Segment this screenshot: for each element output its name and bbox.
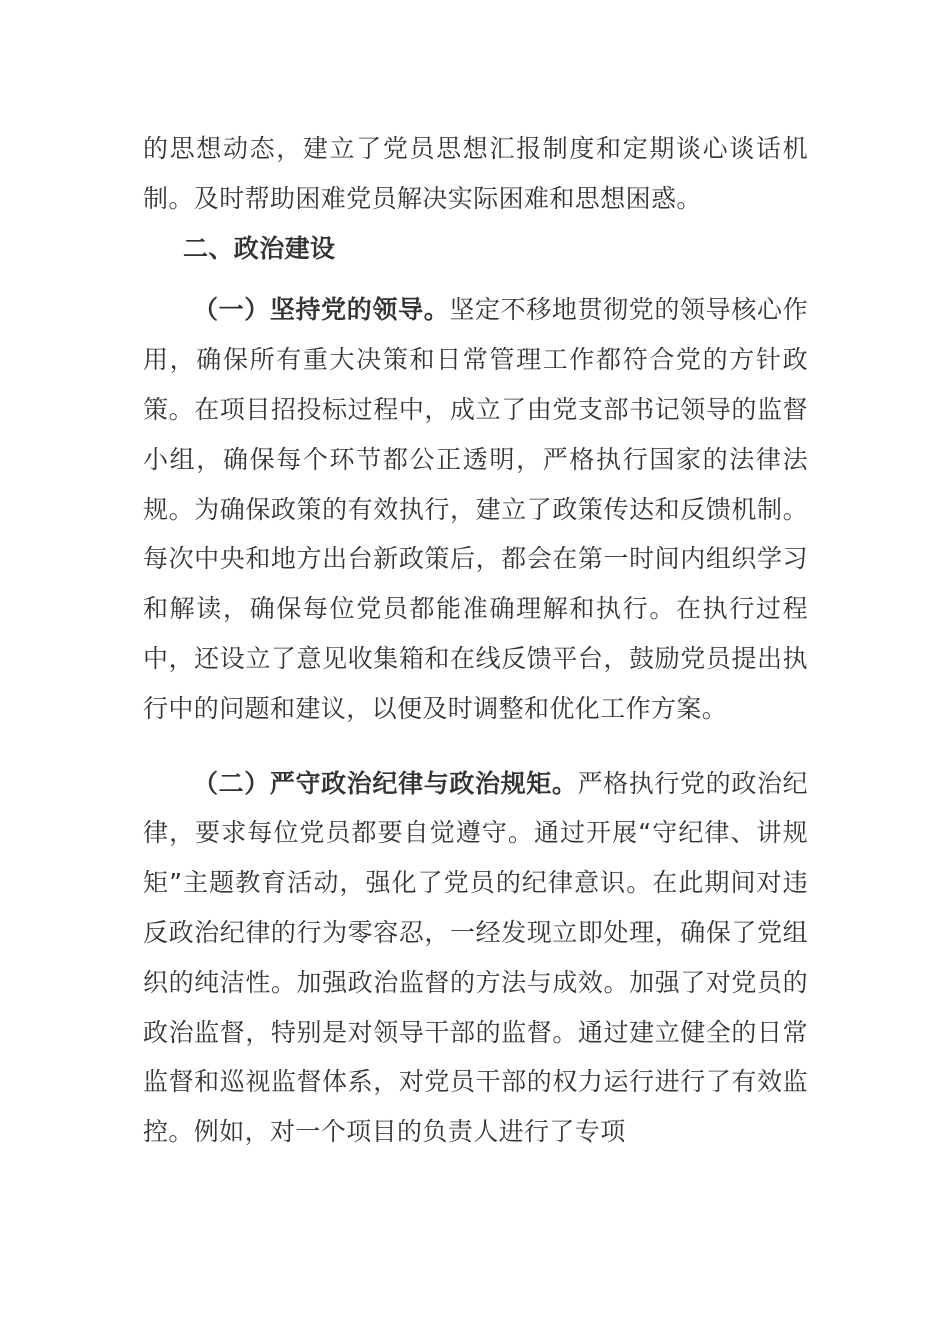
document-page — [143, 124, 808, 1157]
paragraph-leadership-lead: （一）坚持党的领导。 — [193, 295, 450, 325]
paragraph-leadership — [143, 285, 808, 733]
paragraph-discipline — [143, 759, 808, 1157]
paragraph-discipline-body: 严格执行党的政治纪律，要求每位党员都要自觉遵守。通过开展“守纪律、讲规矩”主题教育活动，强化了党员的纪律意识。在此期间对违反政治纪律的行为零容忍，一经发现立即处理，确保了党组织的纯洁性。加强政治监督的方法与成效。加强了对党员的政治监督，特别是对领导干部的监督。通过建立健全的日常监督和巡视监督体系，对党员干部的权力运行进行了有效监控。例如，对一个项目的负责人进行了专项 — [143, 768, 808, 1147]
section-heading: 二、政治建设 — [183, 233, 336, 263]
paragraph-leadership-body: 坚定不移地贯彻党的领导核心作用，确保所有重大决策和日常管理工作都符合党的方针政策。在项目招投标过程中，成立了由党支部书记领导的监督小组，确保每个环节都公正透明，严格执行国家的法律法规。为确保政策的有效执行，建立了政策传达和反馈机制。每次中央和地方出台新政策后，都会在第一时间内组织学习和解读，确保每位党员都能准确理解和执行。在执行过程中，还设立了意见收集箱和在线反馈平台，鼓励党员提出执行中的问题和建议，以便及时调整和优化工作方案。 — [143, 295, 808, 723]
paragraph-continuation: 的思想动态，建立了党员思想汇报制度和定期谈心谈话机制。及时帮助困难党员解决实际困难和思想困惑。 — [143, 134, 808, 213]
paragraph-discipline-lead: （二）严守政治纪律与政治规矩。 — [193, 768, 578, 798]
